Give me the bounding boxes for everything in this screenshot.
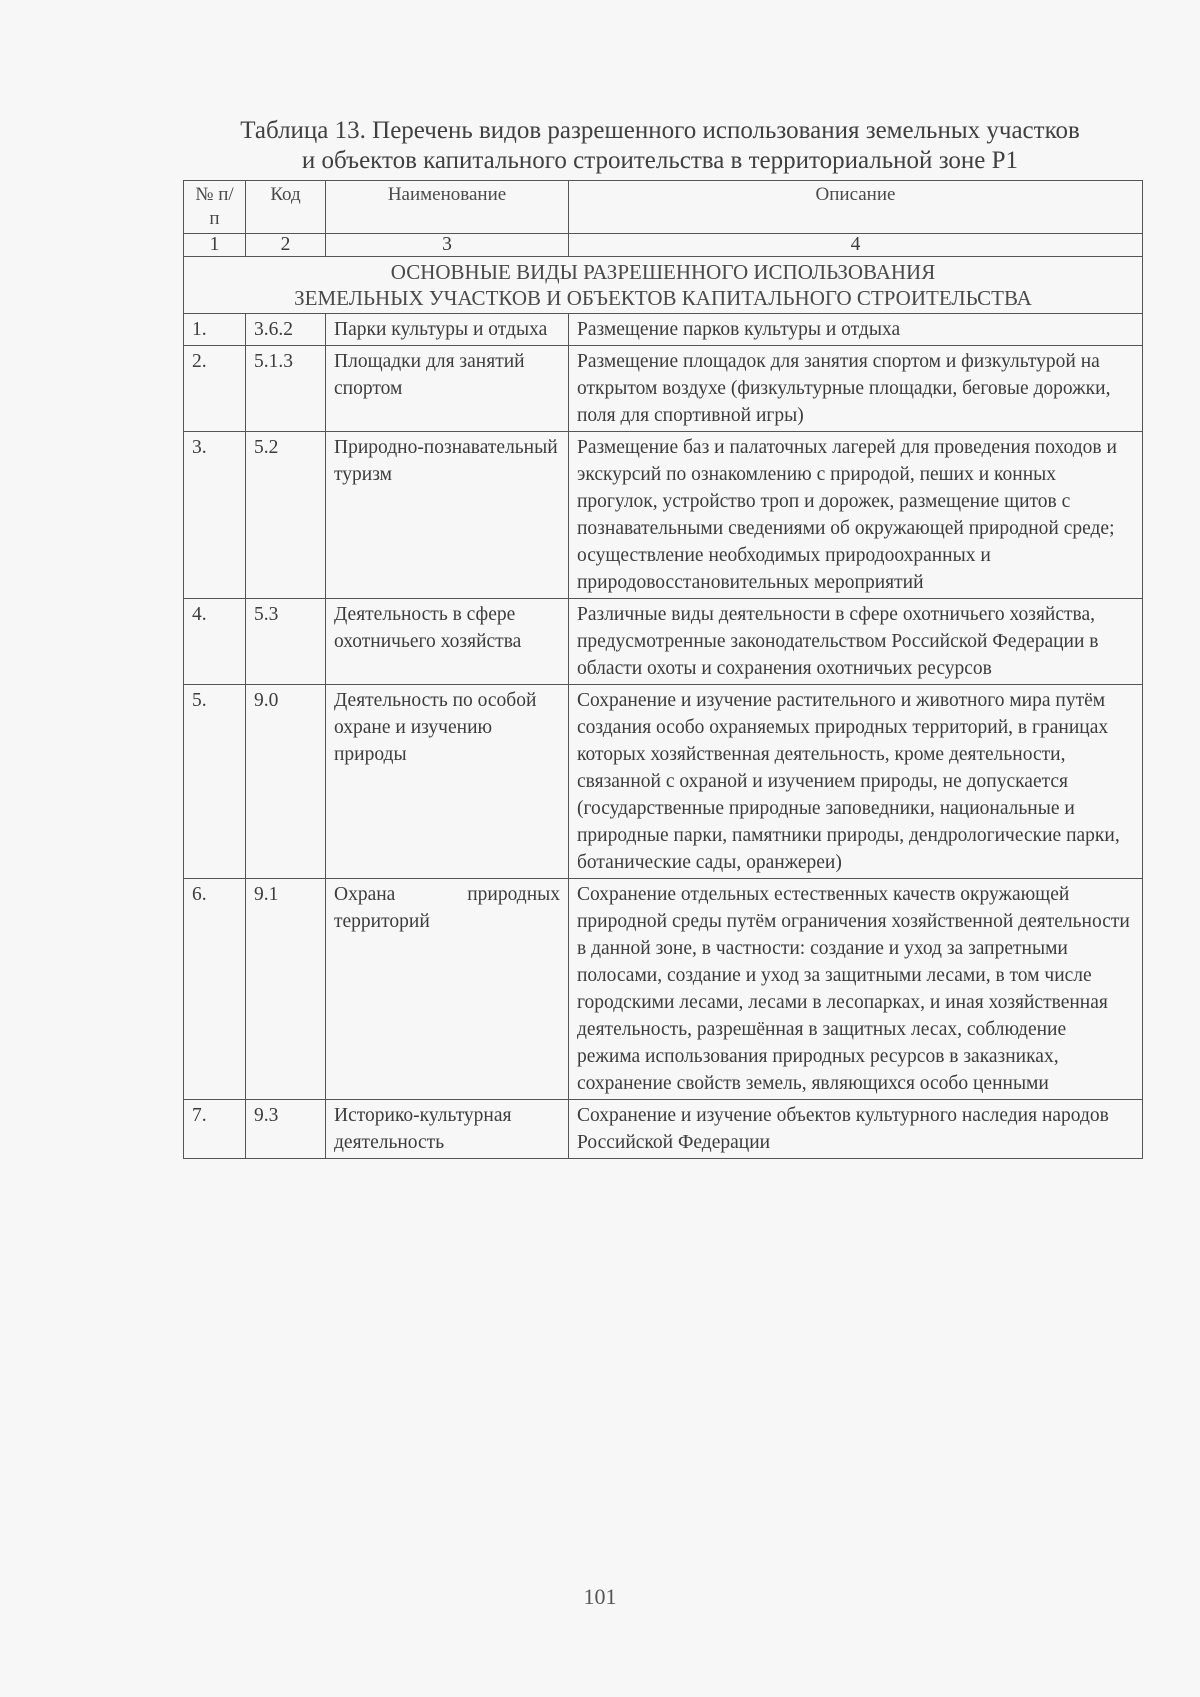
- section-heading-line-2: ЗЕМЕЛЬНЫХ УЧАСТКОВ И ОБЪЕКТОВ КАПИТАЛЬНОГО СТРОИТЕЛЬСТВА: [294, 286, 1032, 310]
- row-name: Площадки для занятий спортом: [326, 346, 569, 432]
- column-number-cell: 3: [326, 234, 569, 257]
- row-code: 5.3: [246, 599, 326, 685]
- row-description: Сохранение и изучение объектов культурного наследия народов Российской Федерации: [569, 1100, 1143, 1159]
- section-heading-line-1: ОСНОВНЫЕ ВИДЫ РАЗРЕШЕННОГО ИСПОЛЬЗОВАНИЯ: [390, 260, 936, 284]
- table-row: [184, 685, 1143, 879]
- row-description: Различные виды деятельности в сфере охотничьего хозяйства, предусмотренные законодательством Российской Федерации в области охоты и сохранения охотничьих ресурсов: [569, 599, 1143, 685]
- table-row: [184, 1100, 1143, 1159]
- row-code: 5.2: [246, 432, 326, 599]
- row-number: 1.: [184, 314, 246, 346]
- row-description: Сохранение отдельных естественных качеств окружающей природной среды путём ограничения хозяйственной деятельности в данной зоне, в частности: создание и уход за запретными полосами, создание и уход за защитными лесами, в том числе городскими лесами, лесами в лесопарках, и иная хозяйственная деятельность, разрешённая в защитных лесах, соблюдение режима использования природных ресурсов в заказниках, сохранение свойств земель, являющихся особо ценными: [569, 879, 1143, 1100]
- row-code: 3.6.2: [246, 314, 326, 346]
- row-number: 4.: [184, 599, 246, 685]
- row-number: 6.: [184, 879, 246, 1100]
- row-code: 9.3: [246, 1100, 326, 1159]
- row-code: 9.0: [246, 685, 326, 879]
- row-description: Размещение баз и палаточных лагерей для проведения походов и экскурсий по ознакомлению с природой, пеших и конных прогулок, устройство троп и дорожек, размещение щитов с познавательными сведениями об окружающей природной среде; осуществление необходимых природоохранных и природовосстановительных мероприятий: [569, 432, 1143, 599]
- row-description: Сохранение и изучение растительного и животного мира путём создания особо охраняемых природных территорий, в границах которых хозяйственная деятельность, кроме деятельности, связанной с охраной и изучением природы, не допускается (государственные природные заповедники, национальные и природные парки, памятники природы, дендрологические парки, ботанические сады, оранжереи): [569, 685, 1143, 879]
- column-number-cell: 4: [569, 234, 1143, 257]
- section-heading-row: [184, 257, 1143, 314]
- row-code: 5.1.3: [246, 346, 326, 432]
- row-number: 5.: [184, 685, 246, 879]
- table-title-line-1: Таблица 13. Перечень видов разрешенного использования земельных участков: [240, 117, 1080, 144]
- section-heading: [184, 257, 1143, 314]
- row-name: Деятельность в сфере охотничьего хозяйства: [326, 599, 569, 685]
- table-row: [184, 314, 1143, 346]
- table-row: [184, 879, 1143, 1100]
- header-code: Код: [246, 181, 326, 234]
- column-number-cell: 1: [184, 234, 246, 257]
- row-description: Размещение площадок для занятия спортом и физкультурой на открытом воздухе (физкультурные площадки, беговые дорожки, поля для спортивной игры): [569, 346, 1143, 432]
- header-number: № п/п: [184, 181, 246, 234]
- row-name: Историко-культурная деятельность: [326, 1100, 569, 1159]
- column-number-row: [184, 234, 1143, 257]
- row-name: Охрана природных территорий: [326, 879, 569, 1100]
- row-number: 7.: [184, 1100, 246, 1159]
- table-row: [184, 346, 1143, 432]
- row-description: Размещение парков культуры и отдыха: [569, 314, 1143, 346]
- table-title-line-2: и объектов капитального строительства в территориальной зоне Р1: [301, 147, 1019, 174]
- row-name: Парки культуры и отдыха: [326, 314, 569, 346]
- permitted-use-table: [183, 180, 1143, 1159]
- table-title: [170, 116, 1150, 176]
- header-description: Описание: [569, 181, 1143, 234]
- row-name: Природно-познавательный туризм: [326, 432, 569, 599]
- column-number-cell: 2: [246, 234, 326, 257]
- row-number: 2.: [184, 346, 246, 432]
- page-number: 101: [583, 1584, 617, 1609]
- table-row: [184, 432, 1143, 599]
- header-name: Наименование: [326, 181, 569, 234]
- table-row: [184, 599, 1143, 685]
- row-code: 9.1: [246, 879, 326, 1100]
- table-header-row: [184, 181, 1143, 234]
- row-number: 3.: [184, 432, 246, 599]
- row-name: Деятельность по особой охране и изучению природы: [326, 685, 569, 879]
